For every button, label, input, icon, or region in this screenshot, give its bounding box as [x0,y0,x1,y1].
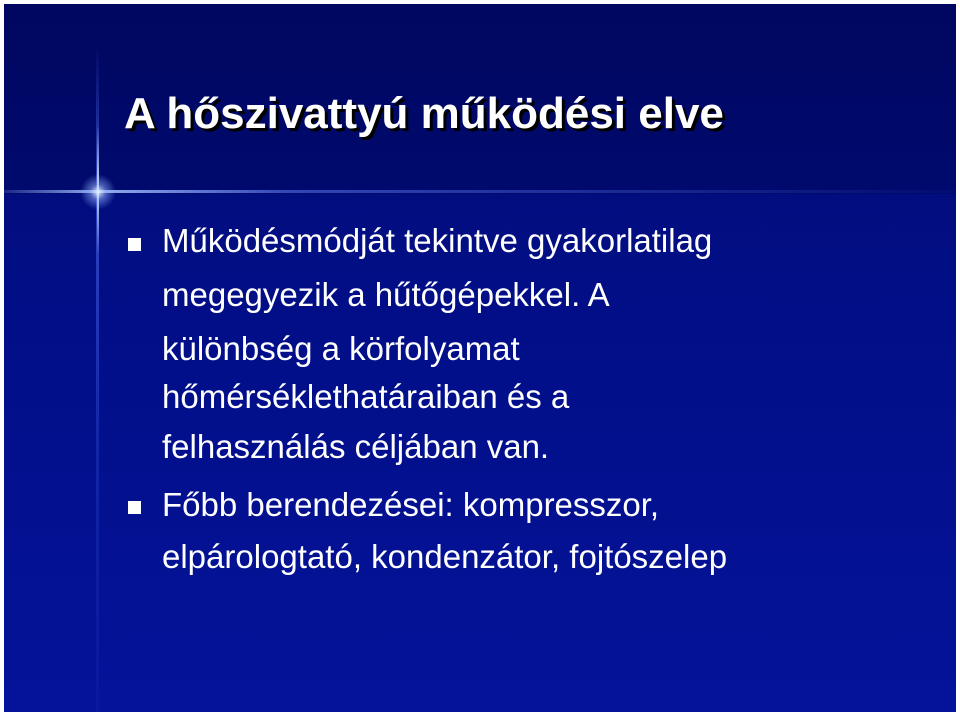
bullet-marker-2 [128,501,141,514]
bullet-2-line-2: elpárologtató, kondenzátor, fojtószelep [162,538,728,575]
bullet-1-line-1: Működésmódját tekintve gyakorlatilag [162,222,713,259]
bullet-1-line-4: hőmérséklethatáraiban és a [162,378,570,415]
bullet-2-line-1: Főbb berendezései: kompresszor, [162,486,660,523]
bullet-1-line-3: különbség a körfolyamat [162,330,520,367]
bullet-marker-1 [128,238,141,251]
decorative-spark [80,174,116,210]
bullet-1-line-2: megegyezik a hűtőgépekkel. A [162,276,610,313]
decorative-horizontal-line [4,190,956,193]
slide-title: A hőszivattyú működési elve [124,89,724,138]
bullet-1-line-5: felhasználás céljában van. [162,428,550,465]
slide [4,4,956,712]
